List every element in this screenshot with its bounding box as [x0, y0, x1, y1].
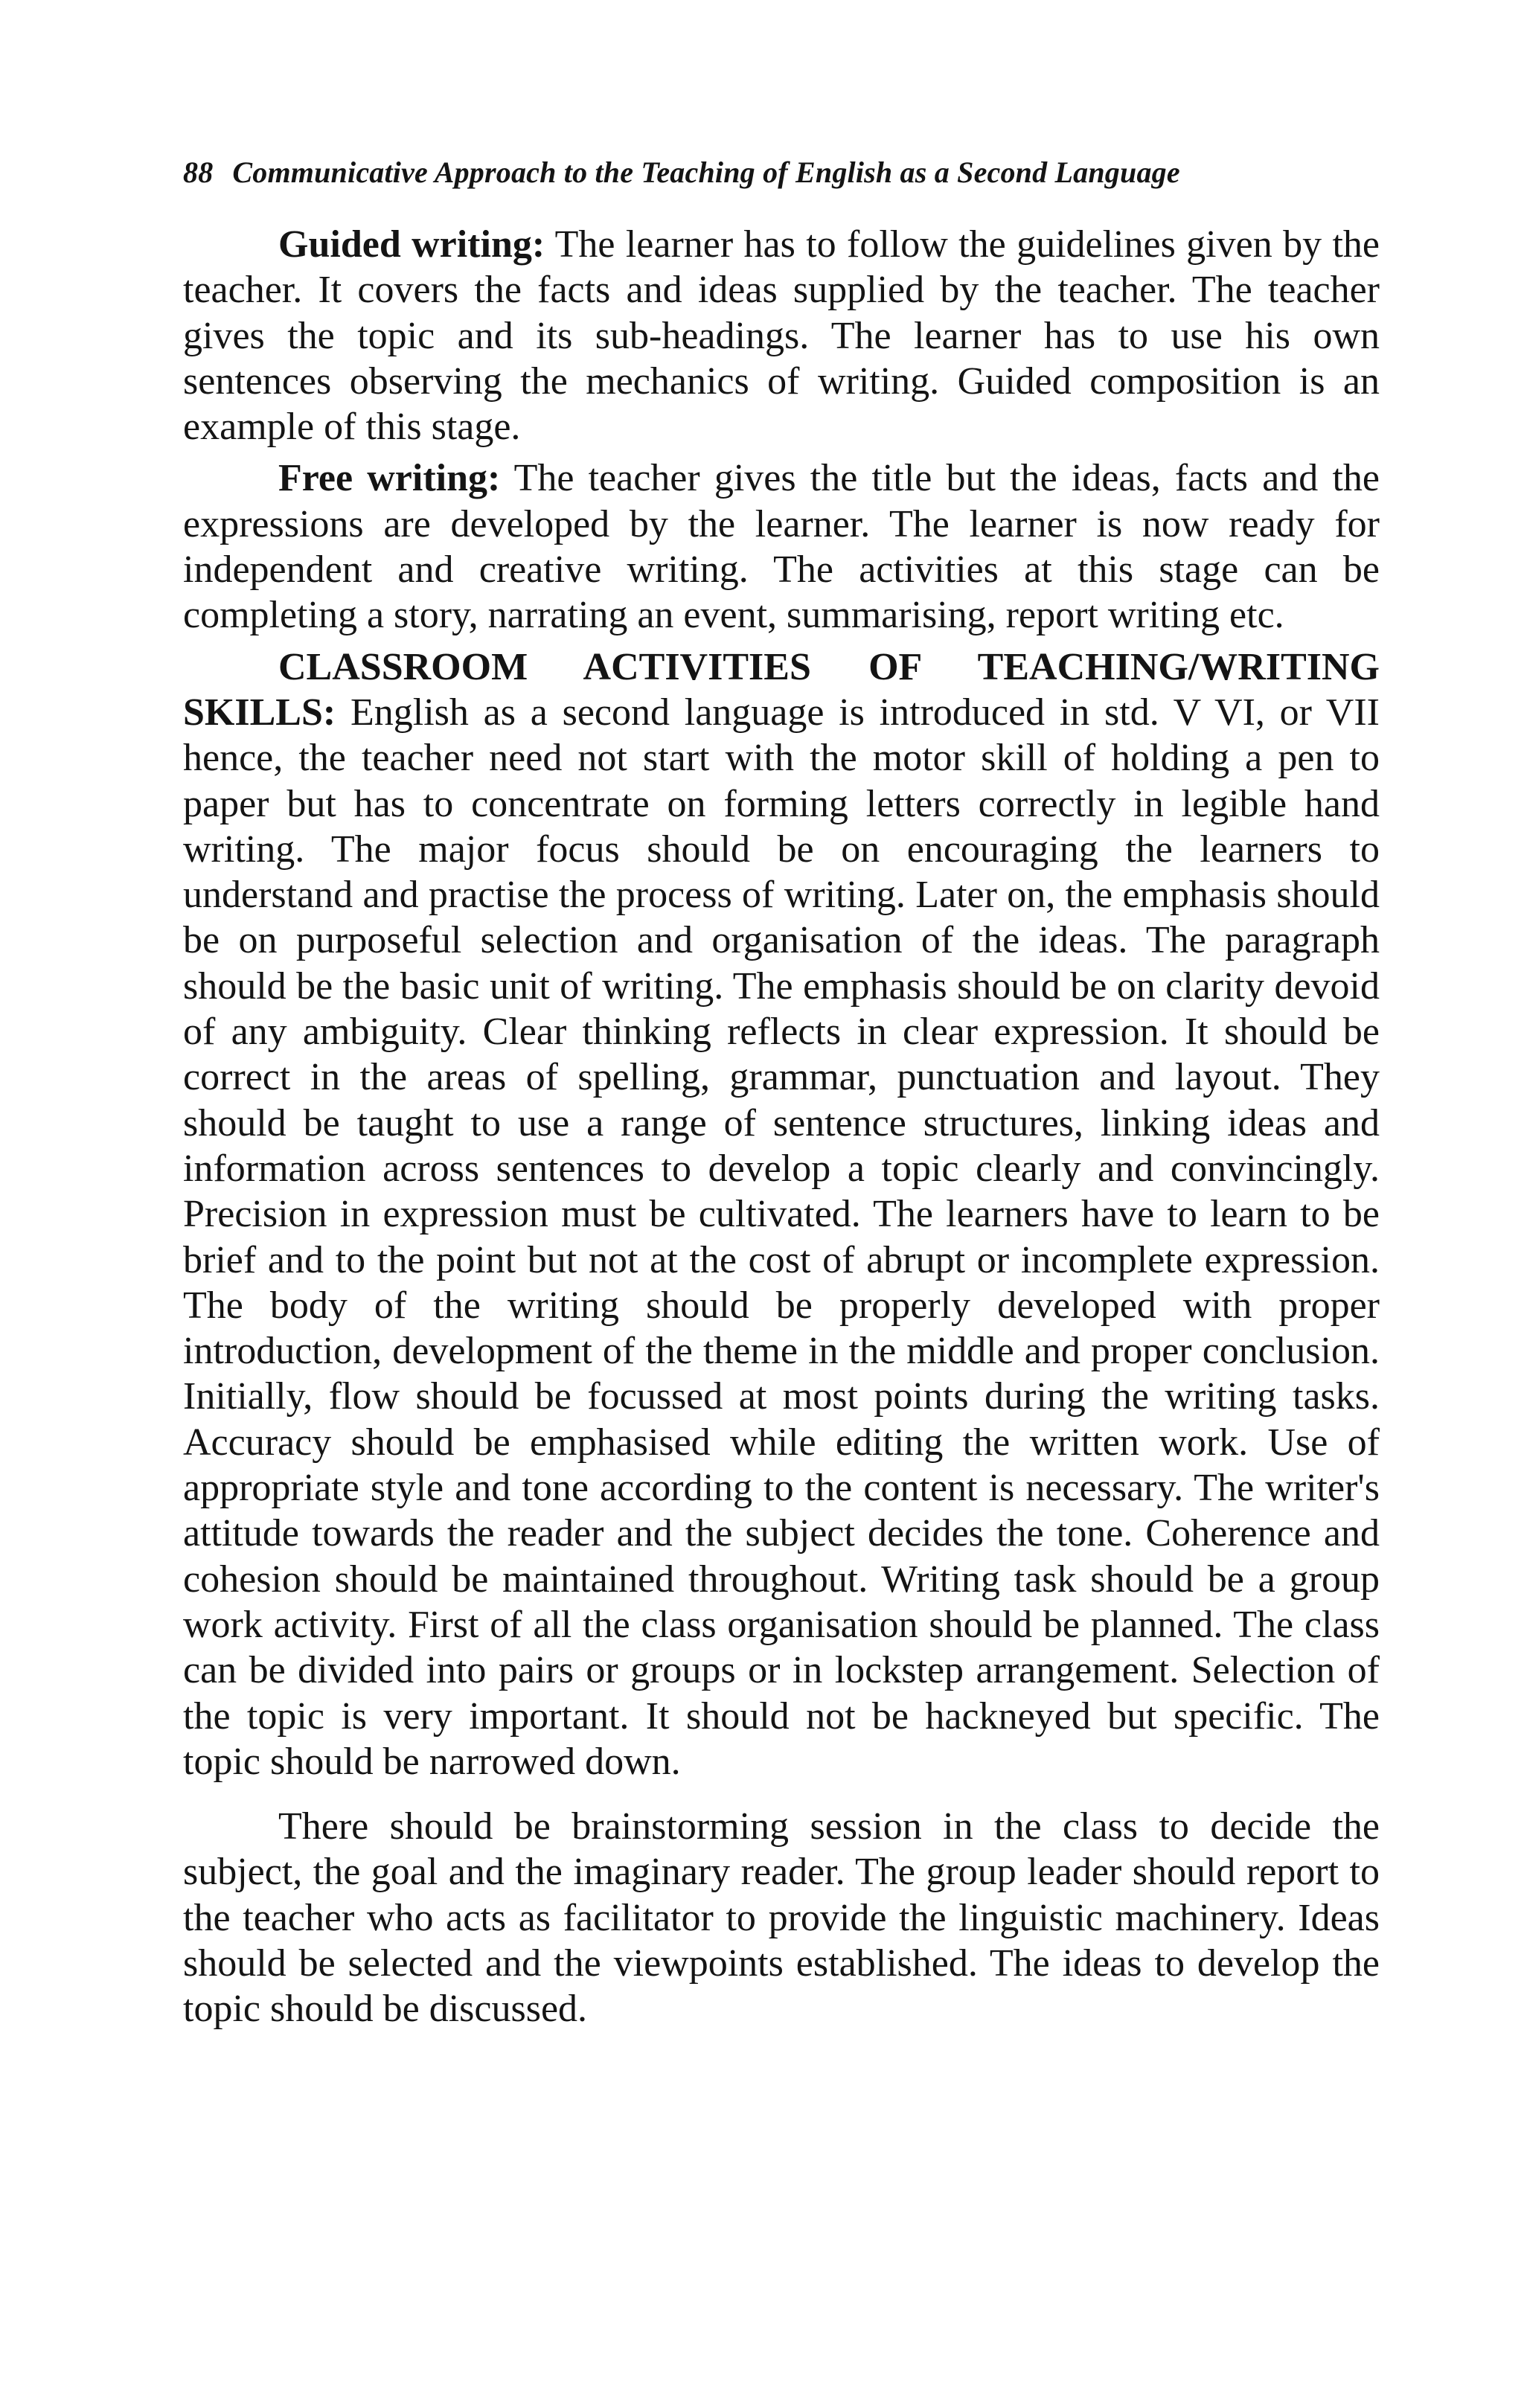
- paragraph-classroom-activities: [183, 644, 1380, 1784]
- paragraph-text: The teacher gives the title but the ideas, facts and the expressions are developed by the learner. The learner is now ready for independent and creative writing. The activities at this stage can be completing a story, narrating an event, summarising, report writing etc.: [183, 457, 1380, 637]
- paragraph-text: There should be brainstorming session in the class to decide the subject, the goal and the imaginary reader. The group leader should report to the teacher who acts as facilitator to provide the linguistic machinery. Ideas should be selected and the viewpoints established. The ideas to develop the topic should be discussed.: [183, 1805, 1380, 2031]
- paragraph-text: English as a second language is introduced in std. V VI, or VII hence, the teacher need not start with the motor skill of holding a pen to paper but has to concentrate on forming letters correctly in legible hand writing. The major focus should be on encouraging the learners to understand and practise the process of writing. Later on, the emphasis should be on purposeful selection and organisation of the ideas. The paragraph should be the basic unit of writing. The emphasis should be on clarity devoid of any ambiguity. Clear thinking reflects in clear expression. It should be correct in the areas of spelling, grammar, punctuation and layout. They should be taught to use a range of sentence structures, linking ideas and information across sentences to develop a topic clearly and convincingly. Precision in expression must be cultivated. The learners have to learn to be brief and to the point but not at the cost of abrupt or incomplete expression. The body of the writing should be properly developed with proper introduction, development of the theme in the middle and proper conclusion. Initially, flow should be focussed at most points during the writing tasks. Accuracy should be emphasised while editing the written work. Use of appropriate style and tone according to the content is necessary. The writer's attitude towards the reader and the subject decides the tone. Coherence and cohesion should be maintained throughout. Writing task should be a group work activity. First of all the class organisation should be planned. The class can be divided into pairs or groups or in lockstep arrangement. Selection of the topic is very important. It should not be hackneyed but specific. The topic should be narrowed down.: [183, 691, 1380, 1783]
- page-number: 88: [183, 156, 214, 189]
- paragraph-brainstorming: [183, 1804, 1380, 2031]
- paragraph-guided-writing: [183, 222, 1380, 449]
- paragraph-free-writing: [183, 455, 1380, 638]
- book-title: Communicative Approach to the Teaching of English as a Second Language: [232, 156, 1180, 189]
- term-guided-writing: Guided writing:: [278, 223, 545, 266]
- running-header: [183, 155, 1380, 190]
- body-text: [183, 222, 1380, 2032]
- term-free-writing: Free writing:: [278, 457, 501, 500]
- paragraph-text: The learner has to follow the guidelines given by the teacher. It covers the facts and ideas supplied by the teacher. The teacher gives the topic and its sub-headings. The learner has to use his own sentences observing the mechanics of writing. Guided composition is an example of this stage.: [183, 223, 1380, 449]
- section-heading-classroom-activities: CLASSROOM ACTIVITIES OF TEACHING/WRITING SKILLS:: [183, 645, 1380, 734]
